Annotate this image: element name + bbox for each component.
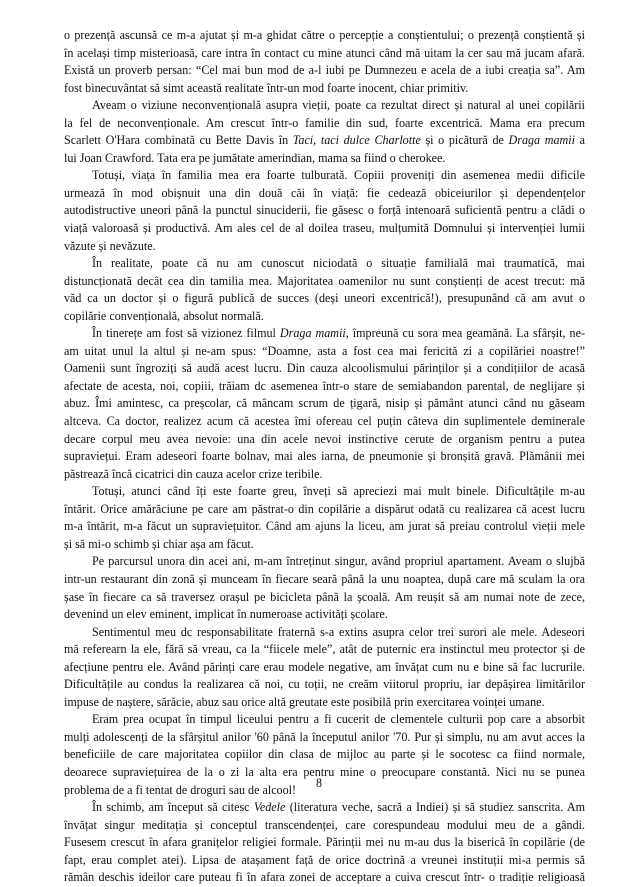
page-number: 8 [315, 776, 323, 790]
text-line: impuse de naștere, sărăcie, abuz sau orice altă greutate este posibilă prin exercitarea voinței umane. [64, 694, 545, 709]
text-line: intr-un restaurant din zonă și munceam în fiecare seară până la unu noaptea, după care mă sculam la ora [64, 571, 585, 586]
text-line: Sentimentul meu dc responsabilitate fraternă s-a extins asupra celor trei surori ale mele. Adeseori [92, 624, 585, 639]
text-line: Totuși, viața în familia mea era foarte tulburată. Copiii proveniți din asemenea medii dificile [92, 168, 585, 183]
text-segment: și o picătură de [420, 133, 509, 148]
text-line: întărit. Orice amărăciune pe care am păstrat-o din copilărie a dispărut odată cu realizarea că acest lucru [64, 501, 585, 516]
text-line: Eram prea ocupat în timpul liceului pentru a fi cucerit de clementele culturii pop care a absorbit [92, 712, 585, 727]
text-line: beneficiile de care majoritatea copiilor din clasa de mijloc au parte și le socotesc ca fiind normale, [64, 747, 585, 762]
text-line: rămân deschis ideilor care puteau fi în afara zonei de acceptare a cuiva crescut într- o tradiție religioasă [64, 870, 585, 885]
text-line: viață valoroasă și productivă. Am ales cel de al doilea traseu, mulțumită Domnului și intervenției lumii [64, 221, 585, 236]
text-line: văd ca un doctor și o figură publică de succes (deși uneori excentrică!), presupunând că am avut o [64, 291, 585, 306]
book-title: Vedele [253, 800, 286, 815]
text-segment: (literatura veche, sacră a Indiei) și să studiez sanscrita. Am [285, 800, 585, 815]
text-line: devenind un elev eminent, implicat în numeroase activități școlare. [64, 607, 388, 622]
text-line: lui Joan Crawford. Tata era pe jumătate amerindian, mama sa fiind o cherokee. [64, 150, 446, 165]
text-line: Dificultățile au condus la realizarea că noi, cu toții, ne creăm viitorul propriu, iar depășirea limitărilor [64, 677, 585, 692]
paragraph [64, 325, 585, 483]
text-segment: , împreună cu sora mea geamănă. La sfârșit, ne- [345, 326, 585, 341]
text-line [64, 325, 585, 343]
film-title: Draga mamii [279, 326, 346, 341]
paragraph [64, 255, 585, 325]
text-line: am uitat unul la altul și ne-am spus: “Doamne, asta a fost cea mai fericită zi a copilăriei noastre!” [64, 343, 585, 358]
text-line: copilărie convențională, absolut normală. [64, 308, 264, 323]
text-line: supraviețui. Eram adeseori foarte bolnav, mai ales iarna, de pneumonie și bronșită gravă. Plămânii mei [64, 449, 585, 464]
text-line: distuncționată decât cea din tamilia mea. Majoritatea oamenilor nu sunt conștienți de acest trecut: mă [64, 273, 585, 288]
text-line: Aveam o viziune neconvențională asupra vieții, poate ca rezultat direct și natural al unei copilării [92, 98, 585, 113]
body-text [64, 27, 585, 887]
text-line: Oamenii sunt îngroziți să audă acest lucru. Din cauza alcoolismului părinților și a condițiilor de acasă [64, 361, 585, 376]
text-line [64, 799, 585, 817]
text-line: fapt, erau complet atei). Lipsa de atașament față de orice doctrină a vreunei instituții mi-a permis să [64, 852, 585, 867]
text-segment: În schimb, am început să citesc [92, 800, 254, 815]
paragraph [64, 167, 585, 255]
text-line: În realitate, poate că nu am cunoscut niciodată o situație familială mai traumatică, mai [92, 256, 585, 271]
text-line: în același timp misterioasă, care intra în contact cu mine atunci când mă uitam la cer sau mă jucam afară. [64, 45, 585, 60]
text-line: Pe parcursul unora din acei ani, m-am întreținut singur, având propriul apartament. Aveam o slujbă [92, 554, 585, 569]
text-line: păstrează încă cicatrici din cauza acelor crize teribile. [64, 466, 323, 481]
text-segment: Scarlett O'Hara combinată cu Bette Davis în [64, 133, 293, 148]
text-line: fost binecuvântat să simt această realitate într-un mod foarte inocent, chiar primitiv. [64, 80, 469, 95]
text-line: o prezență ascunsă ce m-a ajutat și m-a ghidat către o percepție a conștientului; o prezență conștientă și [64, 28, 585, 42]
paragraph [64, 483, 585, 553]
text-line: Totuși, atunci când îți este foarte greu, înveți să apreciezi mai mult binele. Dificultățile m-au [92, 484, 585, 499]
text-line: autodistructive uneori până la punctul sinuciderii, fie găsesc o forță intenoară suficientă pentru a clădi o [64, 203, 585, 218]
paragraph [64, 799, 585, 887]
text-line: afecțiune pentru ele. Având părinți care erau modele negative, am învățat cum nu e bine să fac lucrurile. [64, 659, 585, 674]
text-line: Există un proverb persan: “Cel mai bun mod de a-l iubi pe Dumnezeu e acela de a iubi creația sa”. Am [64, 63, 585, 78]
paragraph [64, 97, 585, 167]
film-title: Taci, taci dulce Charlotte [292, 133, 421, 148]
text-line: mă referearn la ele, fără să vreau, ca la “fiicele mele”, atât de puternic era instinctul meu protector și de [64, 642, 585, 657]
text-line: învățat singur meditația și conceptul transcendenței, care corespundeau modului meu de a gândi. [64, 817, 585, 832]
paragraph [64, 624, 585, 712]
text-segment: a [574, 133, 585, 148]
paragraph [64, 27, 585, 97]
text-segment: În tinerețe am fost să vizionez filmul [92, 326, 280, 341]
paragraph [64, 553, 585, 623]
text-line: văzute și nevăzute. [64, 238, 156, 253]
text-line: urmează în mod obișnuit una din două căi în viață: fie cedează obiceiurilor și dependențelor [64, 185, 585, 200]
text-line: decare corpul meu avea nevoie: una din acele nevoi instinctive cerute de organism pentru a putea [64, 431, 585, 446]
text-line: m-a întărit, m-a făcut un supraviețuitor. Când am ajuns la liceu, am jurat să preiau controlul vieții mele [64, 519, 585, 534]
text-line: și să mi-o schimb și chiar așa am făcut. [64, 536, 254, 551]
text-line: Fusesem crescut în afara granițelor religiei formale. Părinții mei nu m-au dus la biserică în copilărie (de [64, 835, 585, 850]
text-line: altceva. Ca doctor, realizez acum că acestea îmi ofereau cel puțin câteva din suplimentele deminerale [64, 414, 585, 429]
text-line: problema de a fi tentat de droguri sau de alcool! [64, 782, 297, 797]
text-line: deoarece supraviețuirea de la o zi la alta era pentru mine o preocupare constantă. Nici nu se punea [64, 764, 585, 779]
text-line: afectate de acesta, noi, copiii, trăiam dc asemenea într-o stare de semiabandon parental, de neglijare și [64, 378, 585, 393]
text-line [64, 132, 585, 150]
text-line: abuz. Îmi amintesc, ca preșcolar, că mâncam scrum de țigară, nisip și pământ atunci când nu găseam [64, 396, 585, 411]
text-line: mulți adolescenți de la sfârșitul anilor '60 până la începutul anilor '70. Pur și simplu, nu am avut acces la [64, 729, 585, 744]
film-title: Draga mamii [508, 133, 575, 148]
text-line: șase în fiecare ca să traversez orașul pe bicicleta până la școală. Am reușit să am numai note de zece, [64, 589, 585, 604]
text-line: la fel de neconvenționale. Am crescut într-o familie din sud, foarte excentrică. Mama era precum [64, 115, 585, 130]
